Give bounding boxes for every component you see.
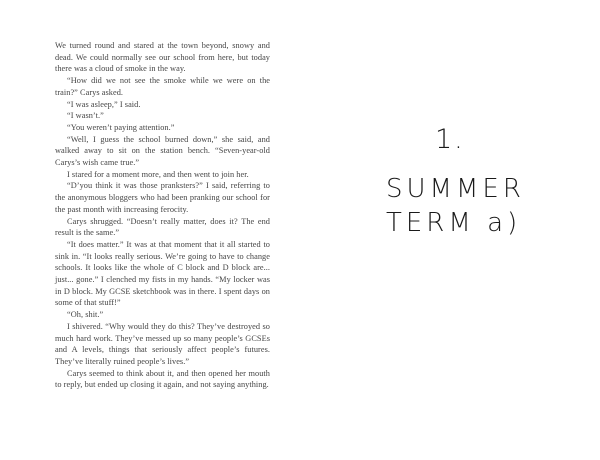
body-paragraph: “You weren’t paying attention.” — [67, 122, 175, 132]
body-paragraph: “Well, I guess the school burned down,” she said, and walked away to sit on the station bench. “Seven-year-old Carys’s wish came true.” — [55, 134, 270, 168]
body-paragraph: Carys shrugged. “Doesn’t really matter, does it? The end result is the same.” — [55, 216, 270, 238]
body-paragraph: “How did we not see the smoke while we were on the train?” Carys asked. — [55, 76, 270, 97]
chapter-number: 1. — [435, 124, 465, 155]
body-paragraph: I stared for a moment more, and then went to join her. — [67, 169, 249, 179]
right-page-chapter-opener — [350, 0, 600, 460]
chapter-title-line-2: TERM a) — [386, 208, 522, 238]
body-paragraph: We turned round and stared at the town beyond, snowy and dead. We could normally see our school from here, but today there was a cloud of smoke in the way. — [55, 41, 270, 74]
body-paragraph: “Oh, shit.” — [67, 310, 104, 320]
body-paragraph: “I was asleep,” I said. — [67, 99, 141, 109]
body-paragraph: “D’you think it was those pranksters?” I said, referring to the anonymous bloggers who had been pranking our school for the past month with increasing ferocity. — [55, 181, 270, 214]
chapter-title-line-1: SUMMER — [386, 174, 525, 204]
body-paragraph: I shivered. “Why would they do this? They’ve destroyed so much hard work. They’ve messed up so many people’s GCSEs and A levels, things that seriously affect people’s futures. They’ve literally ruined people’s lives.” — [55, 321, 270, 366]
left-page-body — [55, 40, 270, 391]
body-paragraph: “I wasn’t.” — [67, 111, 104, 121]
body-paragraph: “It does matter.” It was at that moment that it all started to sink in. “It looks really serious. We’re going to have to change schools. It looks like the whole of C block and D block are... just... gone.” I clenched my fists in my hands. “My locker was in D block. My GCSE sketchbook was in there. I spent days on some of that stuff!” — [55, 239, 270, 308]
body-paragraph: Carys seemed to think about it, and then opened her mouth to reply, but ended up closing it again, and not saying anything. — [55, 368, 270, 390]
chapter-title — [386, 172, 586, 240]
